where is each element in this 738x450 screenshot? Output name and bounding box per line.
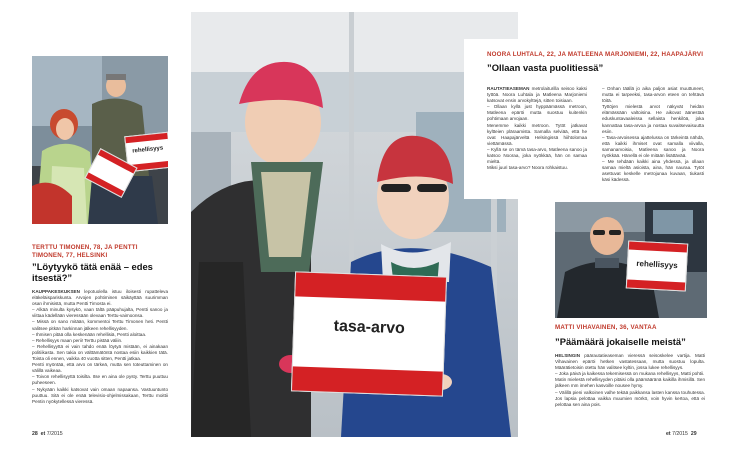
left-paragraph: – Missä on sano mitään, kommentoi Terttu Timonen heti. Pentti valitsee pitkän harkinnan jälkeen rehellisyyden. xyxy=(32,319,168,331)
right-paragraph: – Ollaan kyllä just hyppäämässä metroon, Matleena epäröi mutta suostuu kuitenkin pohtimaan arvojaan. xyxy=(487,104,587,122)
left-paragraph: – Ihmisen pitää olla keskenään rehellisiä, Pentti aloittaa. xyxy=(32,331,147,337)
rehellisyys-sign-right: rehellisyys xyxy=(626,240,688,291)
right-kicker-2: MATTI VIHAVAINEN, 36, VANTAA xyxy=(555,324,657,331)
right-paragraph: – Kyllä se on tämä tasa-arvo, Matleena sanoo ja katsoo Nooraa, joka nyökkää, hän on samaa mieltä. xyxy=(487,146,587,165)
left-paragraph: KAUPPAKESKUKSEN lepotuolella istuu iloisesti rupatteleva eläkeläispariskunta. Arvojen pohtiminen säikäyttää suurimman osan ihmisistä, mutta Pentti Timosta ei. xyxy=(32,289,168,307)
right-quote-2: ”Päämäärä jokaiselle meistä” xyxy=(555,336,686,347)
right-paragraph: Tyttöjen mielestä arvot näkyvät heidän elämässään valtoisina. He aikovat äänestää eduskuntavaaleissa sellaista henkilöä, joka kannattaa tasa-arvoa ja nostaa suvaitsevaisuutta esiin. xyxy=(602,104,704,134)
couple-photo xyxy=(32,56,168,224)
left-paragraph: Pentti myöntää, että arvo on tärkeä, mutta sen toteuttaminen on välillä vaikeaa. xyxy=(32,362,168,374)
left-paragraph: – Nykyään kaikki katsovat vain omaan napaansa. Vastuuntunto puuttuu. Sitä ei ole enää televisio-ohjelmissakaan, Terttu moittii Pentin nyökytellessä vieressä. xyxy=(32,386,168,404)
right-paragraph: Menemme kaikki metroon. Tytöt jatkavat kyltteien pläraamista. Samalla selviää, että he ovat Haapajärveltä Helsingissä hiihtolomaa viettämässä. xyxy=(487,122,587,146)
right-quote: ”Ollaan vasta puolitiessä” xyxy=(487,62,604,73)
left-paragraph: – Toivon rehellisyyttä toisilta. Itse en aina ole pysty. Terttu puuttuu puheeseen. xyxy=(32,374,168,386)
right-paragraph: Matin mielestä rehellisyyden pitäisi olla päämääränä kaikilla ihmisillä. Sen jälkeen mm imehen kasvoille nousee hymy. xyxy=(555,377,705,389)
right-col1 xyxy=(487,86,587,171)
right-paragraph: RAUTATIEASEMAN metrolaiturilla seisoo kaksi tyttöä. Noora Luhtala ja Matleena Marjoniemi katsovat ensin arvokylttejä, sitten toisiaan. xyxy=(487,86,587,104)
right-paragraph: Miksi juuri tasa-arvo? Noora rohkaistuu. xyxy=(487,165,568,171)
rehellisyys-sign-left: rehellisyys xyxy=(124,132,168,172)
right-paragraph: – Me tehdään kaikki aina yhdessä, ja ollaan samaa mieltä asioista, aina, hän nauraa. Tytöt asettuvat keskelle metrojunaa kuvaan, tiukasti käsi kädessä. xyxy=(602,159,704,183)
left-paragraph: – Rehellisyyttä ei vain tahdo enää löytyä mistään, ei ainakaan politiikasta. Sen takia on välttämätöntä nostaa esiin kaikkien tätä. Toista oli ennen, vaikka 40 vuotta sitten, Pentti jatkaa. xyxy=(32,343,168,362)
left-quote: ”Löytyykö tätä enää – edes itsestä?” xyxy=(32,261,153,283)
right-paragraph: – Joka päivä ja kaikessa tekemisessä on mukana rehellisyys, Matti pohtii. xyxy=(555,371,705,377)
right-paragraph: – Välillä pieni valkoinen valhe tekää paikkansa lasten kanssa touhutessa. Jos lapsia pelottaa vaikka muumien mörkö, voin hyvin kertoa, että ei pelottaa sen aina pois. xyxy=(555,389,705,407)
left-page-number: 28 et 7/2015 xyxy=(32,431,63,437)
right-paragraph: – Onhan täällä jo aika paljon asiat muuttuneet, mutta ei tarpeeksi, tasa-arvon eteen on tehtävä töitä. xyxy=(602,86,704,104)
left-body xyxy=(32,289,168,405)
left-paragraph: – Rehellisyys maan perii! Terttu pistää väliin. xyxy=(32,337,123,343)
right-paragraph: HELSINGIN päärautatieaseman vieressä seisoskelee vartija. Matti Vihavainen epäröi hetken vastatessaan, mutta suostuu lopulta. Määrätietoisin otettu hän valitsee kyltin, jossa lukee rehellisyys. xyxy=(555,353,705,371)
right-page xyxy=(369,0,738,450)
left-kicker: TERTTU TIMONEN, 78, JA PENTTI TIMONEN, 77, HELSINKI xyxy=(32,244,138,259)
right-paragraph: – Tasa-arvoisessa ajattelussa on tärkeintä nähdä, että kaikki ihmiset ovat samalla viivalla, samanarvoisia, Matleena sanoo ja Noora nyökkää. Hänellä ei ole mitään lisättävää. xyxy=(602,134,704,159)
right-kicker: NOORA LUHTALA, 22, JA MATLEENA MARJONIEMI, 22, HAAPAJÄRVI xyxy=(487,51,704,58)
right-col2 xyxy=(602,86,704,184)
right-body-2 xyxy=(555,353,705,408)
guard-photo xyxy=(555,202,707,318)
tasa-arvo-sign: tasa-arvo xyxy=(291,271,447,396)
left-paragraph: – Alkää minulta kysykö, vaan tältä pääpuhujalta, Pentti sanoo ja viittaa kädellään vieressään olevaan Terttu-vaimoonsa. xyxy=(32,307,168,319)
right-page-number: et 7/2015 29 xyxy=(666,431,697,437)
